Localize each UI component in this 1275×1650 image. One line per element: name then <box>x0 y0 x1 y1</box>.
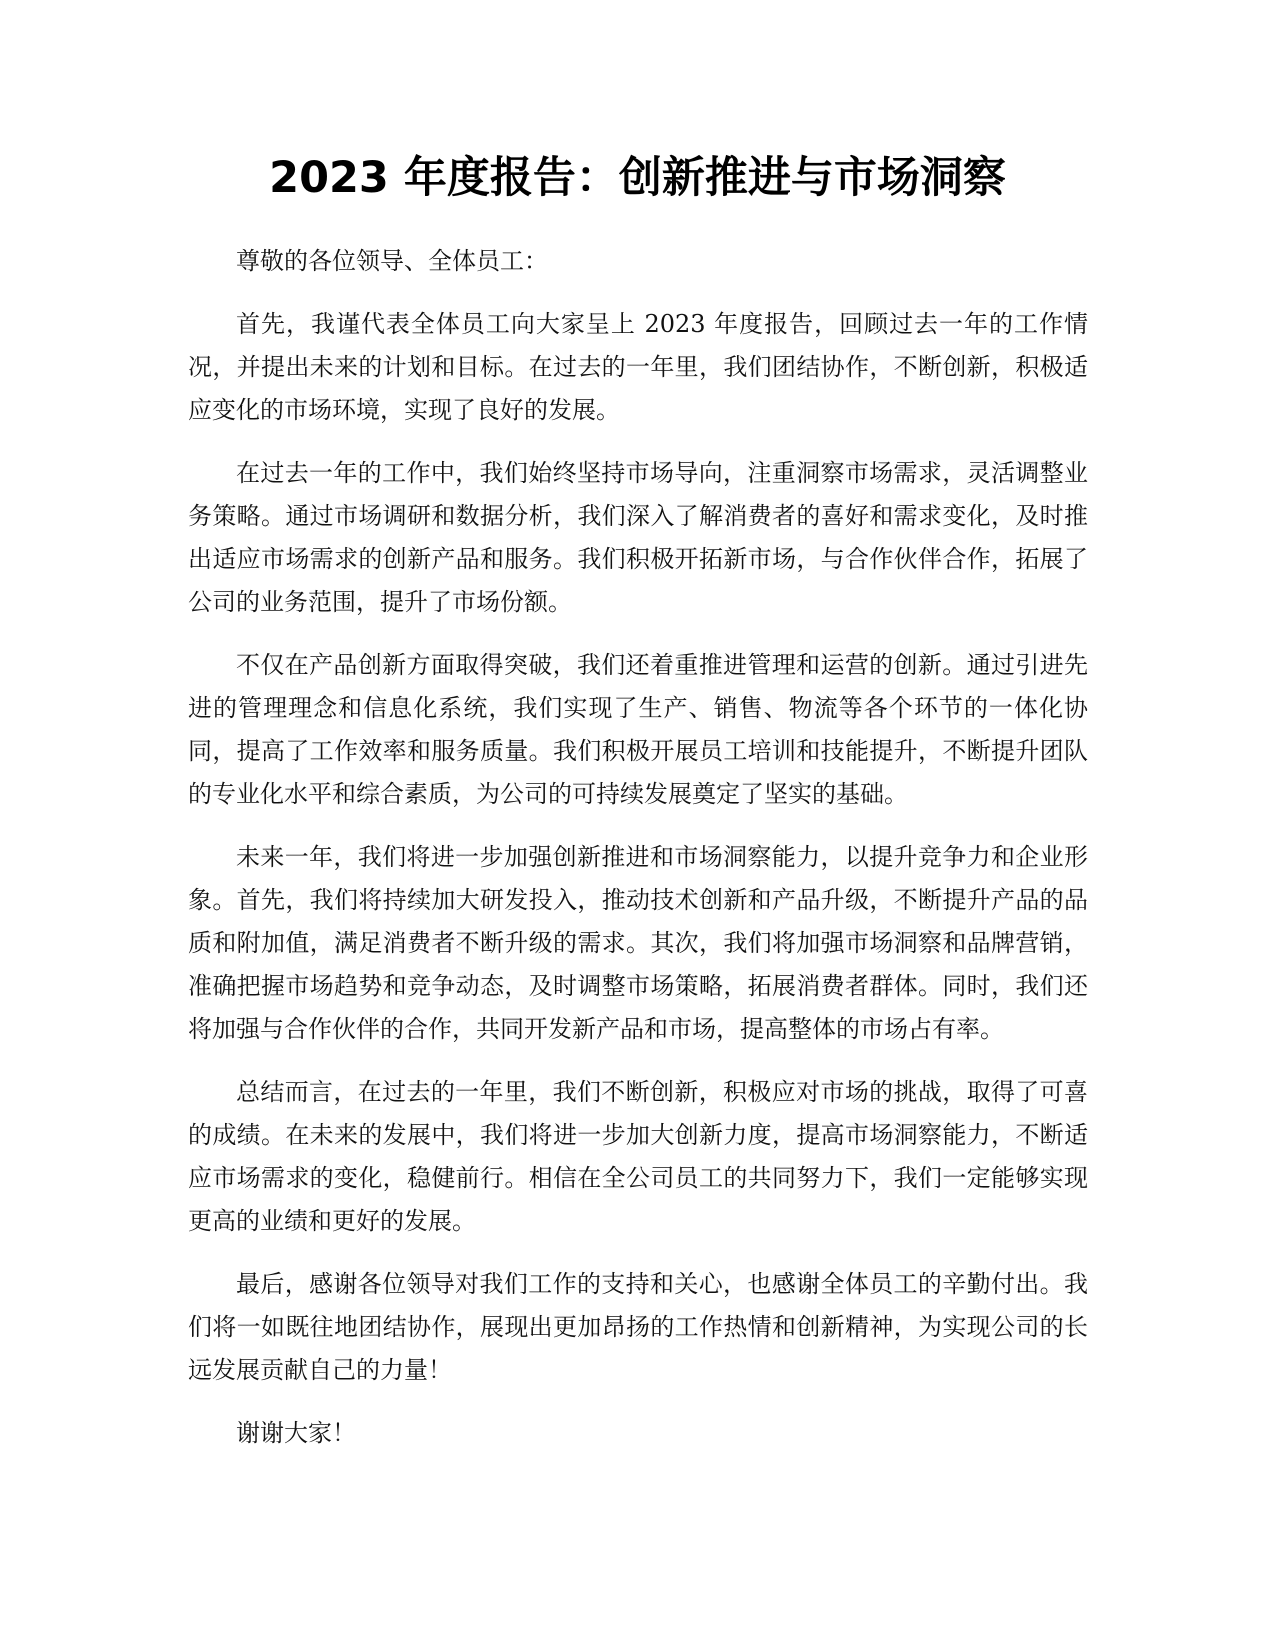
salutation: 尊敬的各位领导、全体员工： <box>236 247 548 275</box>
paragraph-6: 最后，感谢各位领导对我们工作的支持和关心，也感谢全体员工的辛勤付出。我们将一如既往地团结协作，展现出更加昂扬的工作热情和创新精神，为实现公司的长远发展贡献自己的力量！ <box>188 1270 1088 1384</box>
paragraph-3: 不仅在产品创新方面取得突破，我们还着重推进管理和运营的创新。通过引进先进的管理理念和信息化系统，我们实现了生产、销售、物流等各个环节的一体化协同，提高了工作效率和服务质量。我们积极开展员工培训和技能提升，不断提升团队的专业化水平和综合素质，为公司的可持续发展奠定了坚实的基础。 <box>188 651 1088 808</box>
paragraph-1: 首先，我谨代表全体员工向大家呈上 2023 年度报告，回顾过去一年的工作情况，并提出未来的计划和目标。在过去的一年里，我们团结协作，不断创新，积极适应变化的市场环境，实现了良好的发展。 <box>188 310 1088 424</box>
closing-line: 谢谢大家！ <box>236 1419 356 1447</box>
paragraph-4: 未来一年，我们将进一步加强创新推进和市场洞察能力，以提升竞争力和企业形象。首先，我们将持续加大研发投入，推动技术创新和产品升级，不断提升产品的品质和附加值，满足消费者不断升级的需求。其次，我们将加强市场洞察和品牌营销，准确把握市场趋势和竞争动态，及时调整市场策略，拓展消费者群体。同时，我们还将加强与合作伙伴的合作，共同开发新产品和市场，提高整体的市场占有率。 <box>188 843 1088 1043</box>
paragraph-2: 在过去一年的工作中，我们始终坚持市场导向，注重洞察市场需求，灵活调整业务策略。通过市场调研和数据分析，我们深入了解消费者的喜好和需求变化，及时推出适应市场需求的创新产品和服务。我们积极开拓新市场，与合作伙伴合作，拓展了公司的业务范围，提升了市场份额。 <box>188 459 1088 616</box>
paragraph-5: 总结而言，在过去的一年里，我们不断创新，积极应对市场的挑战，取得了可喜的成绩。在未来的发展中，我们将进一步加大创新力度，提高市场洞察能力，不断适应市场需求的变化，稳健前行。相信在全公司员工的共同努力下，我们一定能够实现更高的业绩和更好的发展。 <box>188 1078 1088 1235</box>
document-title: 2023 年度报告：创新推进与市场洞察 <box>269 153 1006 203</box>
document-body <box>188 240 1088 1475</box>
